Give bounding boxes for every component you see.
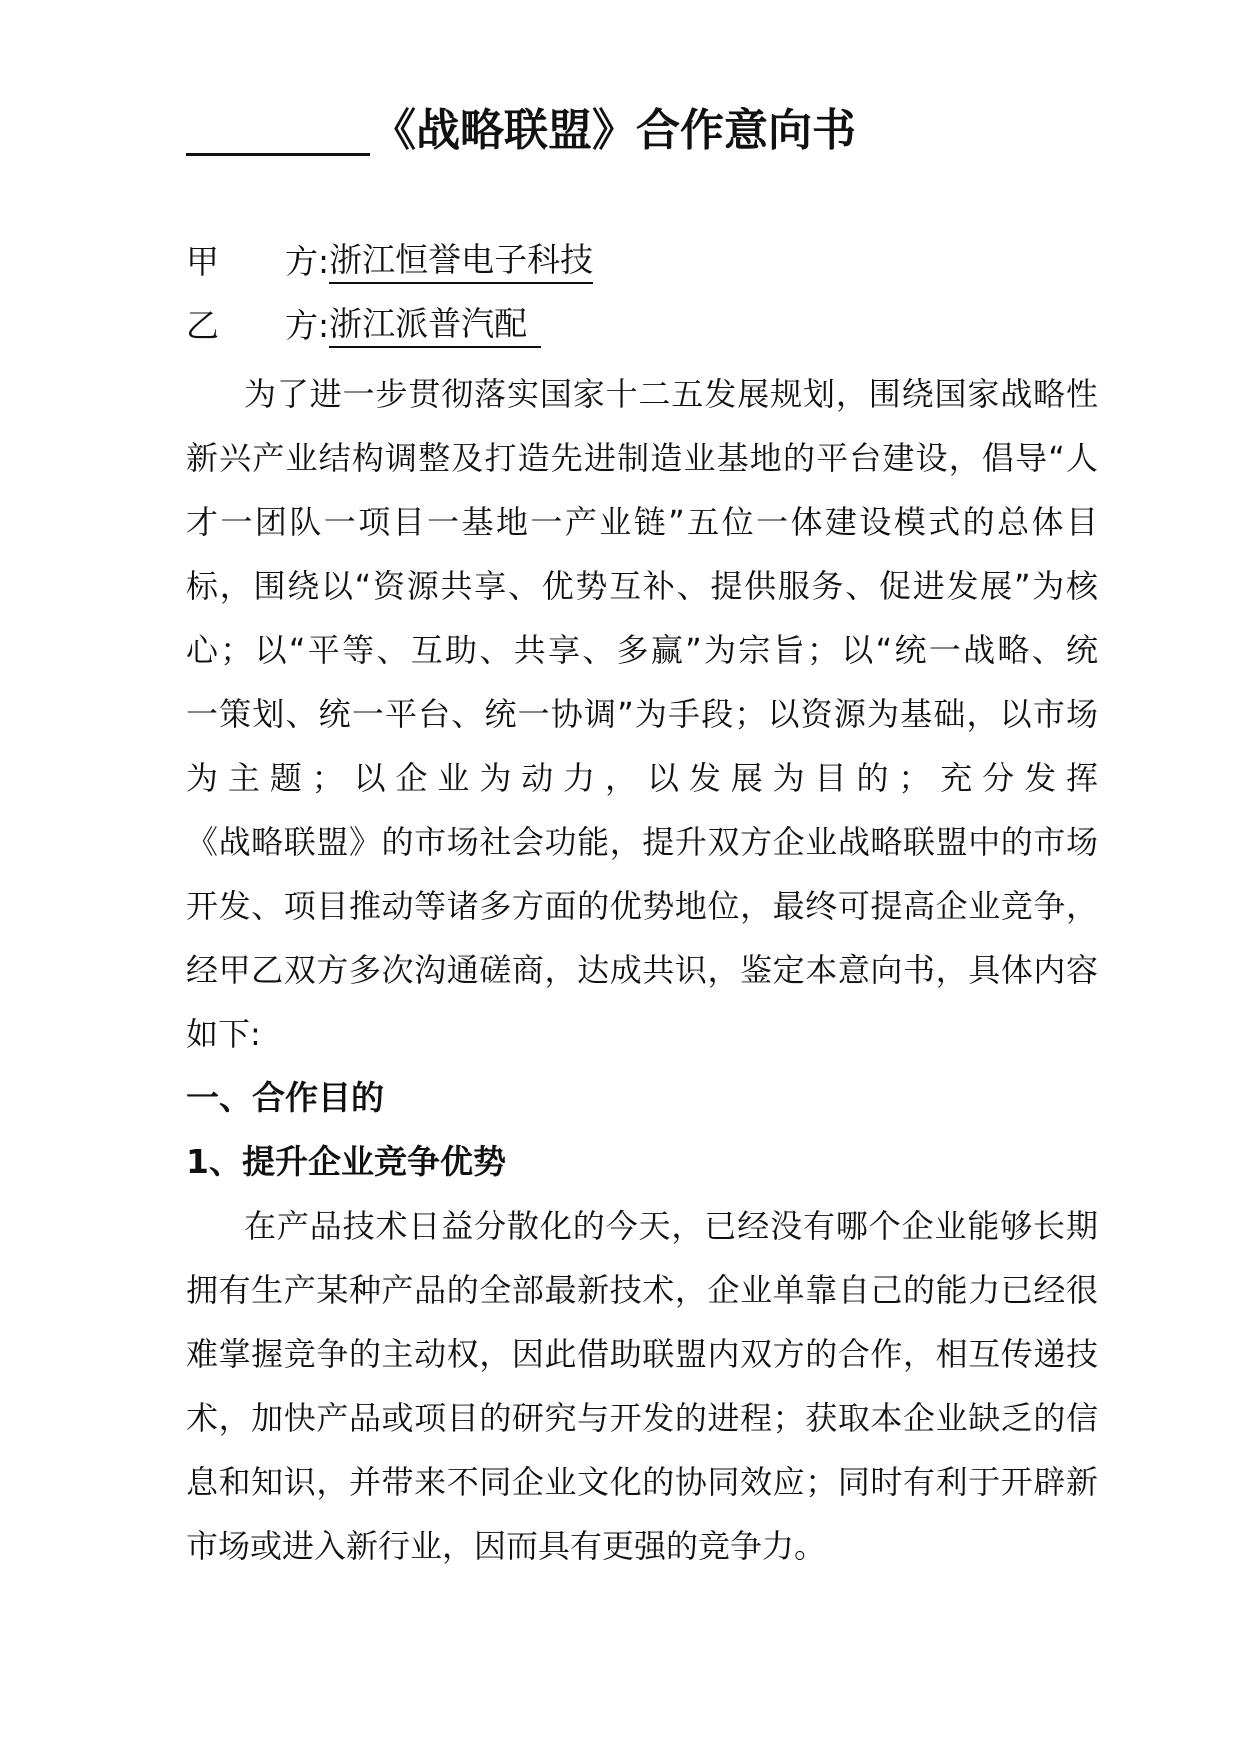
body-line: 息和知识，并带来不同企业文化的协同效应；同时有利于开辟新 <box>186 1463 1098 1501</box>
intro-line: 为主题；以企业为动力，以发展为目的；充分发挥 <box>186 759 1098 797</box>
section-heading: 一、合作目的 <box>186 1078 384 1117</box>
party-a-label: 甲 <box>186 242 219 281</box>
body-line: 市场或进入新行业，因而具有更强的竞争力。 <box>186 1527 827 1565</box>
body-line: 术，加快产品或项目的研究与开发的进程；获取本企业缺乏的信 <box>186 1399 1098 1437</box>
intro-line: 心；以“平等、互助、共享、多赢”为宗旨；以“统一战略、统 <box>186 631 1098 669</box>
document-title <box>186 96 1086 156</box>
intro-line: 如下: <box>186 1015 261 1053</box>
title-blank-underline <box>186 107 370 156</box>
body-line: 拥有生产某种产品的全部最新技术，企业单靠自己的能力已经很 <box>186 1271 1098 1309</box>
party-a-fang: 方: <box>285 242 330 281</box>
party-b-row <box>186 302 541 350</box>
intro-line: 才一团队一项目一基地一产业链”五位一体建设模式的总体目 <box>186 503 1098 541</box>
intro-line: 新兴产业结构调整及打造先进制造业基地的平台建设，倡导“人 <box>186 439 1098 477</box>
title-text: 《战略联盟》合作意向书 <box>372 105 856 156</box>
party-a-value: 浙江恒誉电子科技 <box>329 238 593 284</box>
intro-line: 经甲乙双方多次沟通磋商，达成共识，鉴定本意向书，具体内容 <box>186 951 1098 989</box>
intro-line: 开发、项目推动等诸多方面的优势地位，最终可提高企业竞争， <box>186 887 1098 925</box>
intro-line: 为了进一步贯彻落实国家十二五发展规划，围绕国家战略性 <box>244 375 1098 413</box>
party-b-value: 浙江派普汽配 <box>329 302 541 348</box>
body-line: 在产品技术日益分散化的今天，已经没有哪个企业能够长期 <box>244 1207 1098 1245</box>
intro-line: 《战略联盟》的市场社会功能，提升双方企业战略联盟中的市场 <box>186 823 1098 861</box>
party-b-label: 乙 <box>186 306 219 345</box>
intro-line: 标，围绕以“资源共享、优势互补、提供服务、促进发展”为核 <box>186 567 1098 605</box>
party-b-fang: 方: <box>285 306 330 345</box>
body-line: 难掌握竞争的主动权，因此借助联盟内双方的合作，相互传递技 <box>186 1335 1098 1373</box>
intro-line: 一策划、统一平台、统一协调”为手段；以资源为基础，以市场 <box>186 695 1098 733</box>
party-a-row <box>186 238 593 286</box>
subsection-heading: 1、提升企业竞争优势 <box>186 1142 506 1181</box>
